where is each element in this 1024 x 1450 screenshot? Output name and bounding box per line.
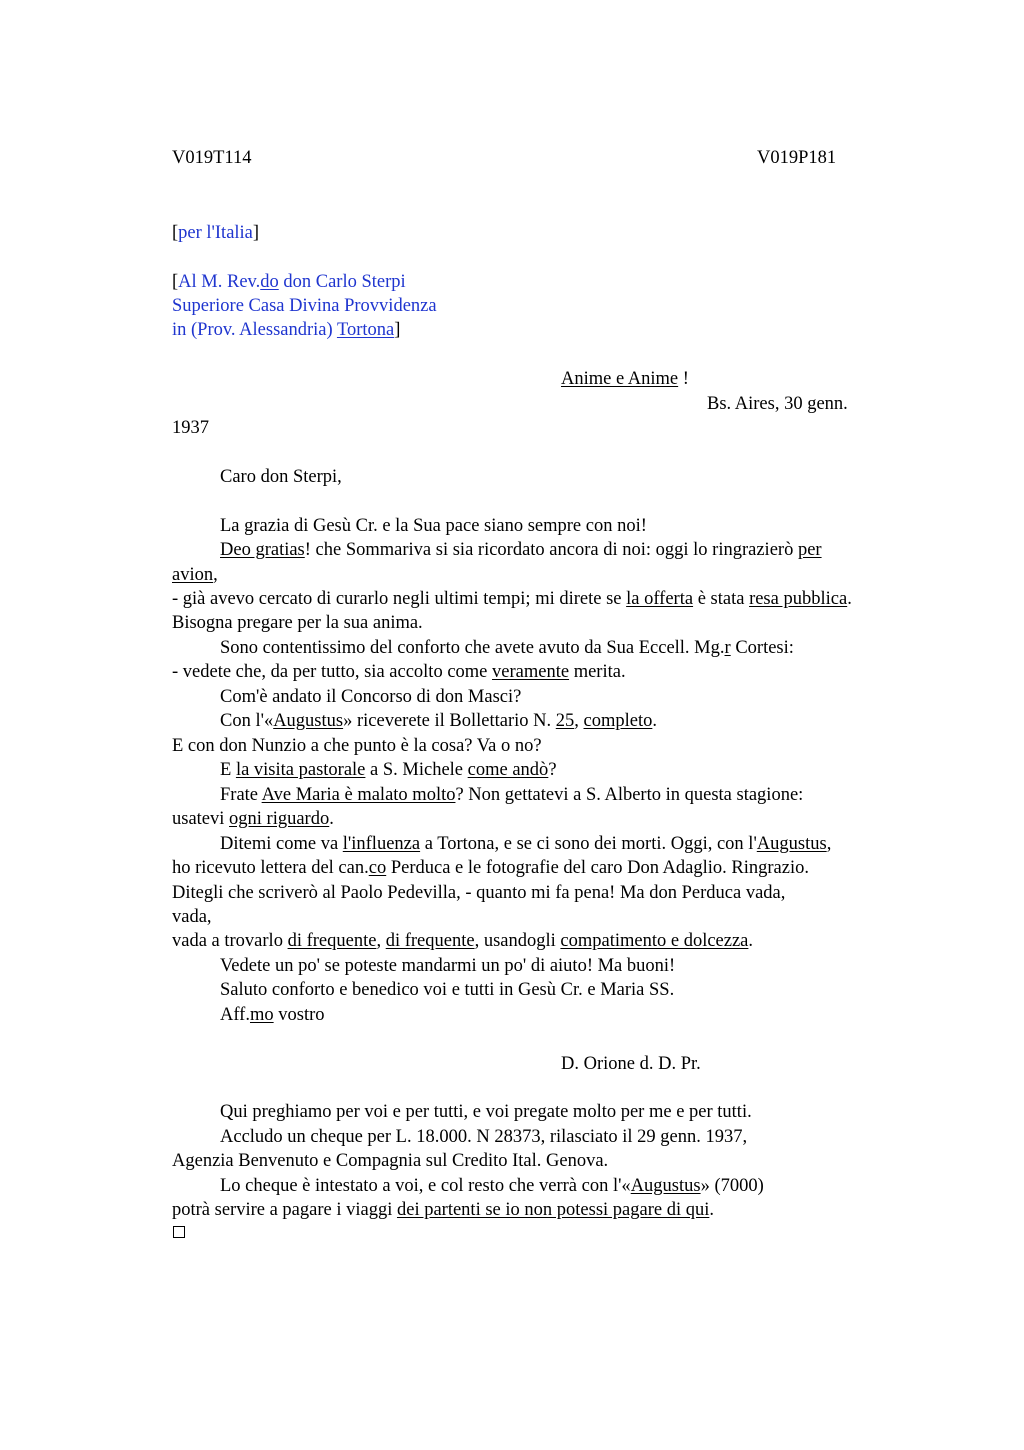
body-line: ho ricevuto lettera del can.co Perduca e le fotografie del caro Don Adaglio. Ringrazio. bbox=[172, 858, 809, 878]
body-line: Ditegli che scriverò al Paolo Pedevilla, - quanto mi fa pena! Ma don Perduca vada, bbox=[172, 883, 786, 903]
address-line-1: [Al M. Rev.do don Carlo Sterpi bbox=[172, 272, 406, 292]
header-left-code: V019T114 bbox=[172, 148, 252, 168]
body-line: - vedete che, da per tutto, sia accolto come veramente merita. bbox=[172, 662, 626, 682]
body-line: Frate Ave Maria è malato molto? Non gettatevi a S. Alberto in questa stagione: bbox=[220, 785, 804, 805]
body-line: avion, bbox=[172, 565, 218, 585]
body-line: usatevi ogni riguardo. bbox=[172, 809, 334, 829]
salutation: Caro don Sterpi, bbox=[220, 467, 342, 487]
body-line: La grazia di Gesù Cr. e la Sua pace siano sempre con noi! bbox=[220, 516, 647, 536]
body-line: Saluto conforto e benedico voi e tutti in Gesù Cr. e Maria SS. bbox=[220, 980, 675, 1000]
body-line: Ditemi come va l'influenza a Tortona, e se ci sono dei morti. Oggi, con l'Augustus, bbox=[220, 834, 832, 854]
body-line: Com'è andato il Concorso di don Masci? bbox=[220, 687, 522, 707]
destination-line: [per l'Italia] bbox=[172, 223, 260, 243]
body-line: E con don Nunzio a che punto è la cosa? Va o no? bbox=[172, 736, 542, 756]
address-line-2: Superiore Casa Divina Provvidenza bbox=[172, 296, 437, 316]
address-line-3: in (Prov. Alessandria) Tortona] bbox=[172, 320, 401, 340]
postscript-line: Agenzia Benvenuto e Compagnia sul Credito Ital. Genova. bbox=[172, 1151, 609, 1171]
body-line: E la visita pastorale a S. Michele come andò? bbox=[220, 760, 557, 780]
end-square-icon bbox=[173, 1226, 185, 1238]
body-line: Con l'«Augustus» riceverete il Bollettario N. 25, completo. bbox=[220, 711, 657, 731]
postscript-line: Lo cheque è intestato a voi, e col resto che verrà con l'«Augustus» (7000) bbox=[220, 1176, 764, 1196]
motto: Anime e Anime ! bbox=[561, 369, 689, 389]
postscript-line: Accludo un cheque per L. 18.000. N 28373, rilasciato il 29 genn. 1937, bbox=[220, 1127, 748, 1147]
dateline-place-date: Bs. Aires, 30 genn. bbox=[707, 394, 848, 414]
body-line: Deo gratias! che Sommariva si sia ricordato ancora di noi: oggi lo ringrazierò per bbox=[220, 540, 822, 560]
body-line: vada a trovarlo di frequente, di frequente, usandogli compatimento e dolcezza. bbox=[172, 931, 754, 951]
postscript-line: Qui preghiamo per voi e per tutti, e voi pregate molto per me e per tutti. bbox=[220, 1102, 752, 1122]
body-line: Bisogna pregare per la sua anima. bbox=[172, 613, 423, 633]
dateline-year: 1937 bbox=[172, 418, 209, 438]
body-line: - già avevo cercato di curarlo negli ultimi tempi; mi direte se la offerta è stata resa pubblica. bbox=[172, 589, 852, 609]
body-line: vada, bbox=[172, 907, 212, 927]
postscript-line: potrà servire a pagare i viaggi dei partenti se io non potessi pagare di qui. bbox=[172, 1200, 714, 1220]
closing-line: Aff.mo vostro bbox=[220, 1005, 325, 1025]
header-right-code: V019P181 bbox=[757, 148, 837, 168]
signature: D. Orione d. D. Pr. bbox=[561, 1054, 701, 1074]
destination-text: per l'Italia bbox=[178, 223, 253, 243]
body-line: Vedete un po' se poteste mandarmi un po' di aiuto! Ma buoni! bbox=[220, 956, 676, 976]
body-line: Sono contentissimo del conforto che avete avuto da Sua Eccell. Mg.r Cortesi: bbox=[220, 638, 794, 658]
